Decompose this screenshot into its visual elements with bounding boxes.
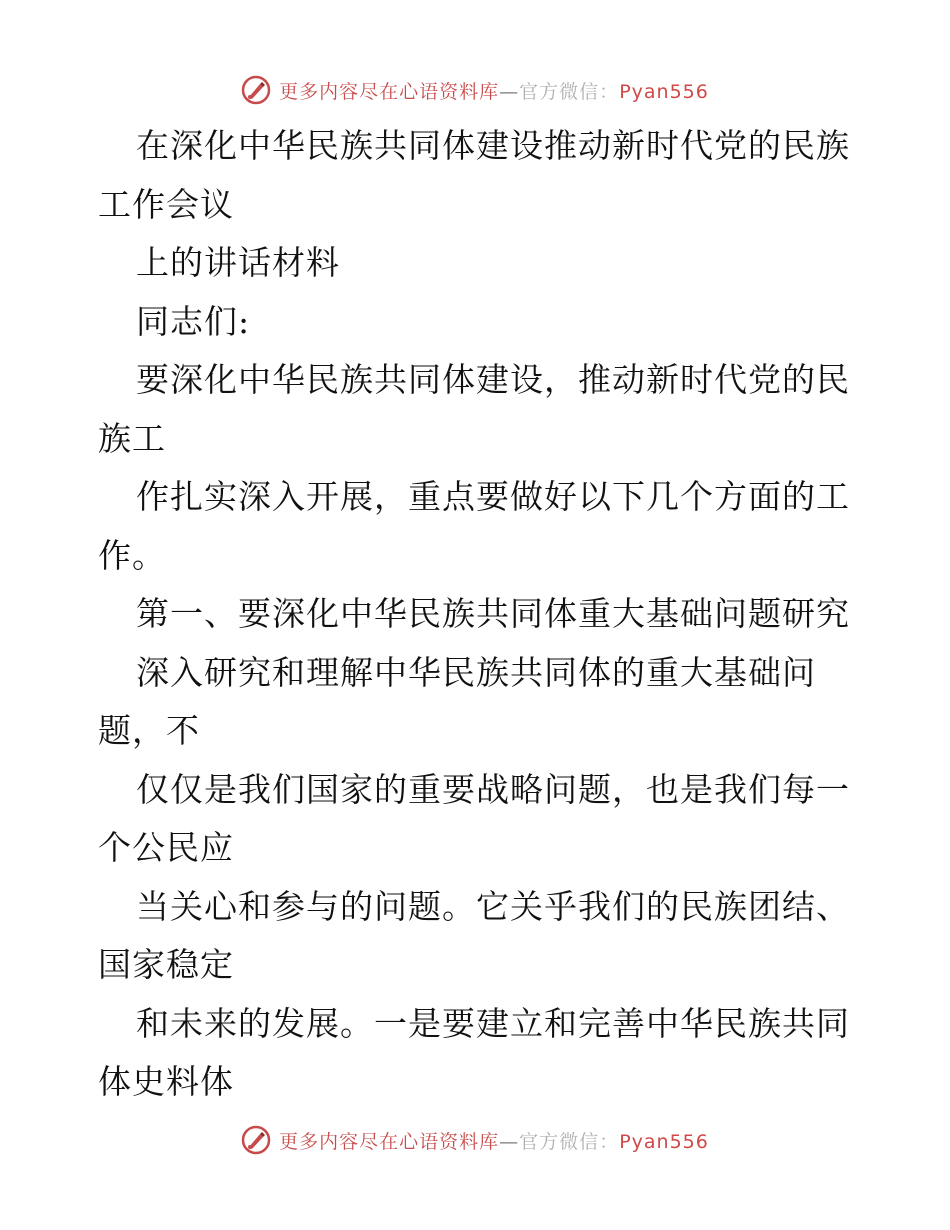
watermark-wechat-id: Pyan556 xyxy=(619,80,709,103)
footer-watermark xyxy=(0,1120,950,1160)
doc-paragraph-line: 要深化中华民族共同体建设，推动新时代党的民 xyxy=(136,360,850,399)
doc-paragraph-line: 当关心和参与的问题。它关乎我们的民族团结、 xyxy=(136,886,850,926)
doc-paragraph-line: 题，不 xyxy=(98,711,200,750)
doc-paragraph-line: 作扎实深入开展，重点要做好以下几个方面的工 xyxy=(136,477,850,516)
document-body xyxy=(98,117,858,1112)
watermark-text-group xyxy=(279,1127,709,1154)
doc-title-line-2: 工作会议 xyxy=(98,184,234,224)
doc-paragraph-line: 族工 xyxy=(98,418,166,458)
watermark-wechat-label: 官方微信： xyxy=(519,80,620,103)
watermark-slogan: 更多内容尽在心语资料库 xyxy=(279,1130,500,1153)
doc-paragraph-line: 个公民应 xyxy=(98,828,234,867)
red-pen-logo-icon xyxy=(241,75,271,105)
watermark-slogan: 更多内容尽在心语资料库 xyxy=(279,80,500,103)
doc-paragraph-line: 和未来的发展。一是要建立和完善中华民族共同 xyxy=(136,1003,850,1043)
header-watermark xyxy=(0,70,950,110)
doc-salutation: 同志们: xyxy=(136,301,251,341)
watermark-separator: — xyxy=(499,80,520,103)
doc-title-line-1: 在深化中华民族共同体建设推动新时代党的民族 xyxy=(136,126,850,165)
doc-section-heading: 第一、要深化中华民族共同体重大基础问题研究 xyxy=(136,594,850,633)
watermark-wechat-id: Pyan556 xyxy=(619,1130,709,1153)
doc-paragraph-line: 国家稳定 xyxy=(98,945,234,984)
watermark-wechat-label: 官方微信： xyxy=(519,1130,620,1153)
watermark-text-group xyxy=(279,77,709,104)
red-pen-logo-icon xyxy=(241,1125,271,1155)
doc-title-line-3: 上的讲话材料 xyxy=(136,243,340,282)
doc-paragraph-line: 体史料体 xyxy=(98,1062,234,1101)
watermark-separator: — xyxy=(499,1130,520,1153)
doc-paragraph-line: 作。 xyxy=(98,535,166,575)
doc-paragraph-line: 深入研究和理解中华民族共同体的重大基础问 xyxy=(136,652,816,692)
doc-paragraph-line: 仅仅是我们国家的重要战略问题，也是我们每一 xyxy=(136,769,850,809)
